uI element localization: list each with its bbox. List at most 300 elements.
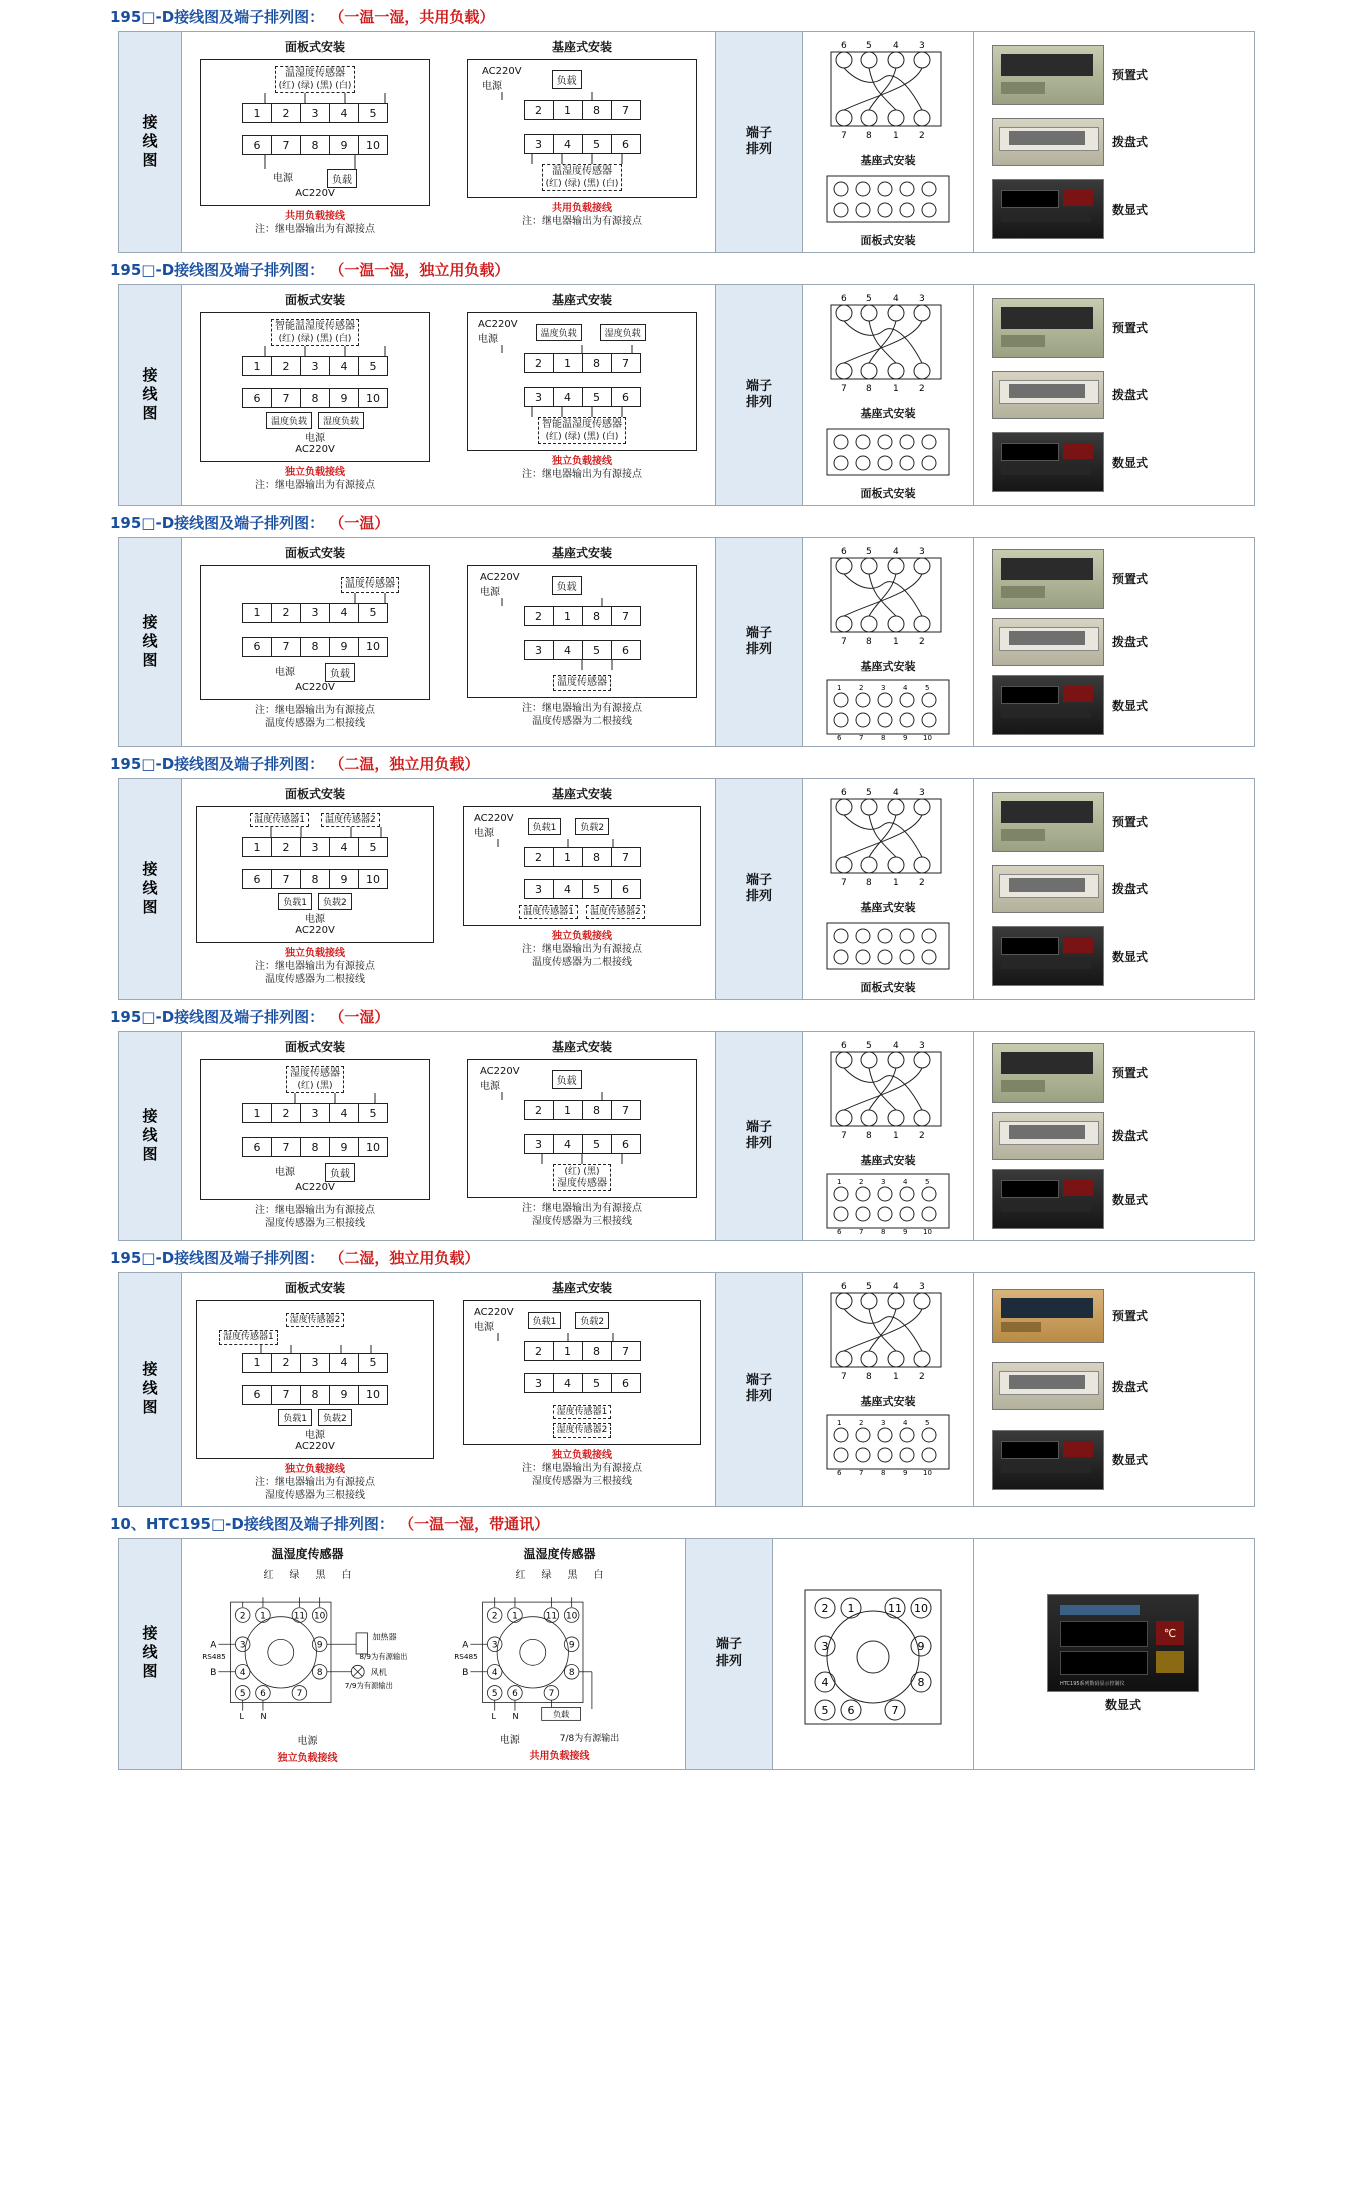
row-label-text: 接线图 (140, 1360, 159, 1418)
svg-text:6: 6 (841, 1041, 847, 1051)
row-label-text: 接线图 (140, 613, 159, 671)
load2-box: 负载2 (318, 893, 352, 910)
pin-layout-col-7 (773, 1539, 974, 1769)
svg-text:7: 7 (841, 637, 847, 647)
terminal-7: 7 (272, 870, 301, 888)
base-note-text2: 温度传感器为二根接线 (532, 957, 632, 969)
terminal-5: 5 (369, 840, 377, 854)
terminal-8: 8 (583, 607, 612, 625)
svg-text:10: 10 (914, 1601, 928, 1615)
load-box: 负载 (327, 169, 357, 188)
svg-text:6: 6 (837, 1228, 842, 1236)
svg-text:10: 10 (565, 1610, 578, 1621)
panel-mount-title: 面板式安装 (284, 546, 345, 560)
sensor-box-b (553, 1164, 611, 1191)
section-4 (0, 747, 1365, 1000)
terminal-5: 5 (369, 106, 377, 120)
base-note-text: 注：继电器输出为有源接点 (522, 469, 642, 480)
sensor-box (286, 1066, 344, 1093)
wire-color-black: 黑 (567, 1569, 578, 1581)
svg-text:L: L (491, 1710, 496, 1721)
section-5-title-paren: （一湿） (329, 1008, 390, 1026)
terminal-3: 3 (525, 135, 554, 153)
terminal-arrangement-label: 端子 排列 (745, 625, 772, 657)
svg-text:7: 7 (841, 878, 847, 888)
comm-socket-diagram-left (186, 1583, 429, 1733)
wire-color-white: 白 (341, 1569, 352, 1581)
base-note-1 (453, 202, 711, 228)
section-1-title-prefix: 195□-D接线图及端子排列图： (110, 8, 325, 26)
terminal-6: 6 (243, 1138, 272, 1156)
panel-mount-title: 面板式安装 (284, 787, 345, 801)
load2-box-b: 负载2 (575, 818, 609, 835)
flat-pin-diagram (813, 919, 963, 995)
terminal-9: 9 (330, 136, 359, 154)
svg-text:6: 6 (837, 734, 842, 742)
ac220v-power-label: AC220V 电源 (480, 572, 520, 598)
terminal-arrangement-label: 端子 排列 (745, 125, 772, 157)
temp-load-box: 温度负载 (266, 412, 312, 429)
load1-box: 负载1 (278, 1409, 312, 1426)
sensor-box (271, 319, 359, 346)
terminal-2: 2 (272, 838, 301, 856)
row-label-wiring-5 (119, 1032, 182, 1240)
terminal-3: 3 (301, 357, 330, 375)
base-mount-title: 基座式安装 (551, 1040, 612, 1054)
terminal-arrangement-label: 端子 排列 (715, 1637, 742, 1669)
product-photos-7 (974, 1539, 1254, 1769)
base-note-text2: 湿度传感器为三根接线 (532, 1475, 632, 1487)
svg-text:1: 1 (893, 1131, 899, 1141)
load-label: 负载 (553, 1708, 570, 1719)
panel-note-red: 独立负载接线 (285, 1463, 345, 1475)
svg-text:8: 8 (866, 878, 872, 888)
terminal-6: 6 (622, 1137, 629, 1151)
section-2-block (118, 284, 1255, 506)
svg-text:10: 10 (923, 1228, 932, 1236)
terminal-row-bottom (242, 1385, 388, 1405)
svg-text:N: N (512, 1710, 519, 1721)
row-label-text: 接线图 (140, 366, 159, 424)
terminal-8: 8 (301, 638, 330, 656)
svg-text:3: 3 (919, 1041, 925, 1051)
section-7 (0, 1507, 1365, 1770)
terminal-8: 8 (301, 389, 330, 407)
ac220v-label: AC220V (295, 1182, 335, 1193)
base-note-text2: 湿度传感器为三根接线 (532, 1216, 632, 1227)
terminal-3: 3 (525, 880, 554, 898)
sensor-box: 温度传感器 (341, 577, 399, 593)
panel-note-3 (186, 704, 444, 730)
sensor-colors: (红) (绿) (黑) (白) (545, 178, 619, 189)
panel-note-1 (186, 210, 444, 236)
terminal-5: 5 (583, 1135, 612, 1153)
svg-text:1: 1 (893, 1372, 899, 1382)
terminal-row-bottom (242, 637, 388, 657)
terminal-3: 3 (525, 641, 554, 659)
terminal-5: 5 (583, 388, 612, 406)
device-photo-digital (992, 1169, 1104, 1229)
terminal-2: 2 (272, 104, 301, 122)
svg-text:7: 7 (891, 1703, 899, 1717)
terminal-10: 10 (366, 872, 380, 886)
row-label-wiring-6 (119, 1273, 182, 1506)
load2-box-b: 负载2 (575, 1312, 609, 1329)
terminal-1: 1 (554, 1342, 583, 1360)
panel-mount-diagram-2 (182, 285, 449, 505)
socket-caption: 基座式安装 (860, 154, 916, 167)
wire-color-red: 红 (515, 1569, 526, 1581)
svg-text:3: 3 (881, 1178, 886, 1186)
svg-text:2: 2 (491, 1610, 498, 1621)
svg-text:5: 5 (925, 1178, 930, 1186)
photo-label-preset: 预置式 (1112, 815, 1149, 830)
pin-layout-col-2 (803, 285, 974, 505)
terminal-row-bottom (242, 1137, 388, 1157)
terminal-7: 7 (272, 638, 301, 656)
comm-note-red: 共用负载接线 (529, 1750, 590, 1762)
terminal-5: 5 (369, 1356, 377, 1370)
sensor-box-label: 智能温湿度传感器 (542, 419, 622, 430)
base-note-text2: 温度传感器为二根接线 (532, 715, 632, 727)
base-note-red: 独立负载接线 (552, 456, 612, 467)
panel-mount-title: 面板式安装 (284, 40, 345, 54)
svg-text:1: 1 (893, 637, 899, 647)
photo-label-dial: 拨盘式 (1112, 635, 1149, 650)
sensor-box-label: 湿度传感器 (557, 1177, 607, 1189)
base-terminal-row-top (524, 1100, 641, 1120)
sensor-box-b1: 温度传感器1 (519, 905, 578, 919)
terminal-6: 6 (243, 136, 272, 154)
svg-text:7: 7 (841, 1372, 847, 1382)
terminal-4: 4 (554, 641, 583, 659)
section-5 (0, 1000, 1365, 1241)
terminal-3: 3 (301, 1104, 330, 1122)
device-photo-dial (992, 1362, 1104, 1410)
terminal-6: 6 (243, 1386, 272, 1404)
svg-text:2: 2 (919, 131, 925, 141)
panel-note-text: 注：继电器输出为有源接点 (255, 480, 375, 491)
base-mount-diagram-4 (449, 779, 715, 999)
photo-label-preset: 预置式 (1112, 1309, 1149, 1324)
panel-note-text: 注：继电器输出为有源接点 (255, 961, 375, 973)
terminal-arrangement-label: 端子 排列 (745, 872, 772, 904)
terminal-7: 7 (622, 103, 629, 117)
sensor-colors: (红) (黑) (564, 1167, 600, 1177)
svg-text:1: 1 (260, 1610, 266, 1621)
panel-note-red: 独立负载接线 (285, 948, 345, 960)
section-6-title (0, 1241, 1365, 1272)
svg-text:7: 7 (548, 1688, 555, 1699)
svg-text:5: 5 (239, 1688, 246, 1699)
ac220v-label-b: AC220V 电源 (482, 66, 522, 92)
comm-pin-socket-diagram (783, 1582, 963, 1732)
section-7-block (118, 1538, 1255, 1770)
svg-text:4: 4 (893, 788, 899, 798)
section-1 (0, 0, 1365, 253)
photo-label-dial: 拨盘式 (1112, 1379, 1149, 1394)
load1-box-b: 负载1 (528, 1312, 562, 1329)
panel-note-4 (186, 947, 444, 986)
section-2-diagrams (182, 285, 715, 505)
photo-row-digital (974, 1169, 1254, 1229)
terminal-row-top (242, 603, 388, 623)
svg-text:7: 7 (296, 1688, 303, 1699)
terminal-10: 10 (366, 391, 380, 405)
panel-mount-diagram-6 (182, 1273, 449, 1506)
panel-note-text: 注：继电器输出为有源接点 (255, 1205, 375, 1216)
terminal-10: 10 (366, 1140, 380, 1154)
terminal-4: 4 (554, 135, 583, 153)
panel-note-2 (186, 466, 444, 492)
terminal-8: 8 (301, 1386, 330, 1404)
device-photo-preset (992, 1043, 1104, 1103)
section-4-diagrams (182, 779, 715, 999)
section-6 (0, 1241, 1365, 1507)
panel-mount-title: 面板式安装 (284, 1281, 345, 1295)
section-3 (0, 506, 1365, 747)
sensor-colors: (红) (绿) (黑) (白) (545, 431, 619, 442)
hum-load-box-b: 湿度负载 (600, 324, 646, 341)
terminal-5: 5 (583, 880, 612, 898)
svg-text:3: 3 (919, 1282, 925, 1292)
terminal-arrangement-label: 端子 排列 (745, 1373, 772, 1405)
flat-pin-diagram (813, 1413, 963, 1477)
pin-layout-col-3 (803, 538, 974, 746)
wire-color-red: 红 (263, 1569, 274, 1581)
base-terminal-row-bottom (524, 640, 641, 660)
base-terminal-row-bottom (524, 134, 641, 154)
svg-text:11: 11 (545, 1610, 558, 1621)
svg-text:10: 10 (313, 1610, 326, 1621)
terminal-arrangement-col-3 (715, 538, 803, 746)
svg-text:6: 6 (260, 1688, 266, 1699)
base-mount-diagram-3 (449, 538, 715, 746)
pin-layout-col-1 (803, 32, 974, 252)
photo-row-dial (974, 371, 1254, 419)
sensor-box-b2: 温度传感器2 (586, 905, 645, 919)
terminal-8: 8 (583, 354, 612, 372)
base-mount-title: 基座式安装 (551, 546, 612, 560)
section-3-block (118, 537, 1255, 747)
load2-box: 负载2 (318, 1409, 352, 1426)
terminal-arrangement-col-1 (715, 32, 803, 252)
terminal-6: 6 (243, 638, 272, 656)
load-box: 负载 (325, 1163, 355, 1182)
terminal-4: 4 (330, 104, 359, 122)
flat-caption: 面板式安装 (860, 981, 916, 994)
svg-text:1: 1 (837, 1178, 842, 1186)
socket-pin-diagram (813, 544, 963, 674)
photo-label-digital: 数显式 (1104, 1698, 1141, 1713)
svg-text:5: 5 (866, 1282, 872, 1292)
section-1-title (0, 0, 1365, 31)
svg-text:6: 6 (837, 1469, 842, 1477)
rs485-b-label: B (462, 1667, 469, 1678)
section-4-title-paren: （二温，独立用负载） (329, 755, 480, 773)
photo-label-dial: 拨盘式 (1112, 388, 1149, 403)
terminal-4: 4 (554, 880, 583, 898)
svg-text:4: 4 (903, 1178, 908, 1186)
photo-row-dial (974, 1362, 1254, 1410)
base-note-text: 注：继电器输出为有源接点 (522, 1203, 642, 1214)
terminal-2: 2 (525, 1342, 554, 1360)
svg-text:8: 8 (866, 131, 872, 141)
hum-load-box: 湿度负载 (318, 412, 364, 429)
base-terminal-row-bottom (524, 1373, 641, 1393)
sensor-box-label: 智能温湿度传感器 (275, 321, 355, 332)
ac220v-power-label: AC220V 电源 (478, 319, 518, 345)
base-mount-title: 基座式安装 (551, 787, 612, 801)
terminal-6: 6 (243, 870, 272, 888)
svg-text:2: 2 (919, 637, 925, 647)
display-model: HTC195系列数码显示控制仪 (1060, 1681, 1125, 1688)
svg-text:9: 9 (903, 734, 908, 742)
svg-text:1: 1 (837, 684, 842, 692)
wire-color-green: 绿 (289, 1569, 300, 1581)
terminal-6: 6 (622, 390, 629, 404)
base-note-red: 共用负载接线 (552, 203, 612, 214)
section-7-title (0, 1507, 1365, 1538)
rs485-b-label: B (210, 1667, 217, 1678)
panel-mount-diagram-4 (182, 779, 449, 999)
svg-text:5: 5 (866, 547, 872, 557)
row-label-wiring-2 (119, 285, 182, 505)
photo-row-digital (974, 1430, 1254, 1490)
terminal-4: 4 (330, 1354, 359, 1372)
photo-row-digital (974, 179, 1254, 239)
svg-text:8: 8 (881, 1228, 886, 1236)
svg-text:5: 5 (925, 684, 930, 692)
device-photo-digital (992, 179, 1104, 239)
svg-text:5: 5 (821, 1703, 829, 1717)
ac220v-power-label: AC220V 电源 (474, 813, 514, 839)
svg-text:5: 5 (925, 1419, 930, 1427)
terminal-4: 4 (330, 604, 359, 622)
terminal-1: 1 (554, 101, 583, 119)
terminal-row-top (242, 356, 388, 376)
product-photos-1 (974, 32, 1254, 252)
photo-label-digital: 数显式 (1112, 455, 1149, 470)
base-mount-diagram-6 (449, 1273, 715, 1506)
photo-label-digital: 数显式 (1112, 1453, 1149, 1468)
section-1-diagrams (182, 32, 715, 252)
svg-text:9: 9 (316, 1640, 323, 1651)
svg-text:3: 3 (919, 294, 925, 304)
comm-note-red: 独立负载接线 (277, 1752, 338, 1764)
photo-row-digital (974, 432, 1254, 492)
device-photo-digital (1047, 1594, 1199, 1692)
socket-caption: 基座式安装 (860, 407, 916, 420)
device-photo-digital (992, 675, 1104, 735)
heater-label: 加热器 (372, 1631, 397, 1642)
socket-caption: 基座式安装 (860, 660, 916, 673)
sensor-colors: (红) (黑) (297, 1080, 333, 1091)
svg-text:7: 7 (859, 1469, 864, 1477)
section-3-title-prefix: 195□-D接线图及端子排列图： (110, 514, 325, 532)
photo-label-preset: 预置式 (1112, 321, 1149, 336)
section-1-title-paren: （一温一湿，共用负载） (329, 8, 495, 26)
svg-text:L: L (239, 1710, 244, 1721)
svg-text:8: 8 (917, 1675, 925, 1689)
terminal-9: 9 (330, 1138, 359, 1156)
svg-text:6: 6 (512, 1688, 518, 1699)
photo-row-dial (974, 118, 1254, 166)
terminal-6: 6 (622, 1376, 629, 1390)
sensor-box-b2: 湿度传感器2 (553, 1423, 612, 1437)
terminal-9: 9 (330, 389, 359, 407)
terminal-arrangement-col-7 (685, 1539, 773, 1769)
power-label: 电源 (275, 666, 295, 678)
ac220v-power-label: AC220V 电源 (474, 1307, 514, 1333)
svg-text:3: 3 (881, 684, 886, 692)
row-label-wiring-7 (119, 1539, 182, 1769)
base-note-red: 独立负载接线 (552, 1449, 612, 1461)
svg-text:1: 1 (893, 384, 899, 394)
terminal-3: 3 (525, 388, 554, 406)
socket-pin-diagram (813, 38, 963, 168)
sensor-box-2: 湿度传感器2 (286, 1313, 345, 1327)
svg-text:3: 3 (919, 547, 925, 557)
panel-note-text2: 湿度传感器为三根接线 (265, 1218, 365, 1229)
sensor-box (275, 66, 356, 93)
sensor-box-2: 温度传感器2 (321, 813, 380, 827)
svg-text:7: 7 (859, 734, 864, 742)
section-3-title-paren: （一温） (329, 514, 390, 532)
svg-text:3: 3 (919, 41, 925, 51)
comm-diagram-independent (182, 1539, 434, 1769)
svg-text:7: 7 (841, 384, 847, 394)
device-photo-dial (992, 1112, 1104, 1160)
svg-text:4: 4 (893, 547, 899, 557)
svg-text:5: 5 (866, 41, 872, 51)
terminal-row-bottom (242, 135, 388, 155)
panel-mount-title: 面板式安装 (284, 293, 345, 307)
flat-pin-diagram (813, 172, 963, 248)
terminal-2: 2 (525, 848, 554, 866)
sensor-box-b1: 湿度传感器1 (553, 1405, 612, 1419)
pin-layout-col-6 (803, 1273, 974, 1506)
fan-label: 风机 (370, 1666, 387, 1677)
terminal-row-bottom (242, 388, 388, 408)
base-note-red: 独立负载接线 (552, 931, 612, 943)
svg-text:3: 3 (821, 1639, 829, 1653)
terminal-3: 3 (301, 604, 330, 622)
row-label-wiring-1 (119, 32, 182, 252)
sensor-colors: (红) (绿) (黑) (白) (278, 80, 352, 91)
svg-text:1: 1 (893, 878, 899, 888)
svg-text:4: 4 (491, 1667, 498, 1678)
base-note-6 (453, 1449, 711, 1488)
svg-text:3: 3 (239, 1640, 246, 1651)
rs485-label: RS485 (202, 1651, 226, 1661)
photo-label-preset: 预置式 (1112, 68, 1149, 83)
svg-text:4: 4 (239, 1667, 246, 1678)
device-photo-preset (992, 549, 1104, 609)
terminal-row-top (242, 837, 388, 857)
section-6-title-paren: （二湿，独立用负载） (329, 1249, 480, 1267)
terminal-arrangement-col-2 (715, 285, 803, 505)
svg-text:8: 8 (881, 1469, 886, 1477)
base-mount-title: 基座式安装 (551, 293, 612, 307)
panel-note-5 (186, 1204, 444, 1230)
sensor-colors: (红) (绿) (黑) (白) (278, 333, 352, 344)
terminal-7: 7 (272, 1386, 301, 1404)
base-terminal-row-top (524, 847, 641, 867)
svg-text:8: 8 (881, 734, 886, 742)
svg-text:N: N (260, 1710, 267, 1721)
sensor-box-b (538, 417, 626, 444)
